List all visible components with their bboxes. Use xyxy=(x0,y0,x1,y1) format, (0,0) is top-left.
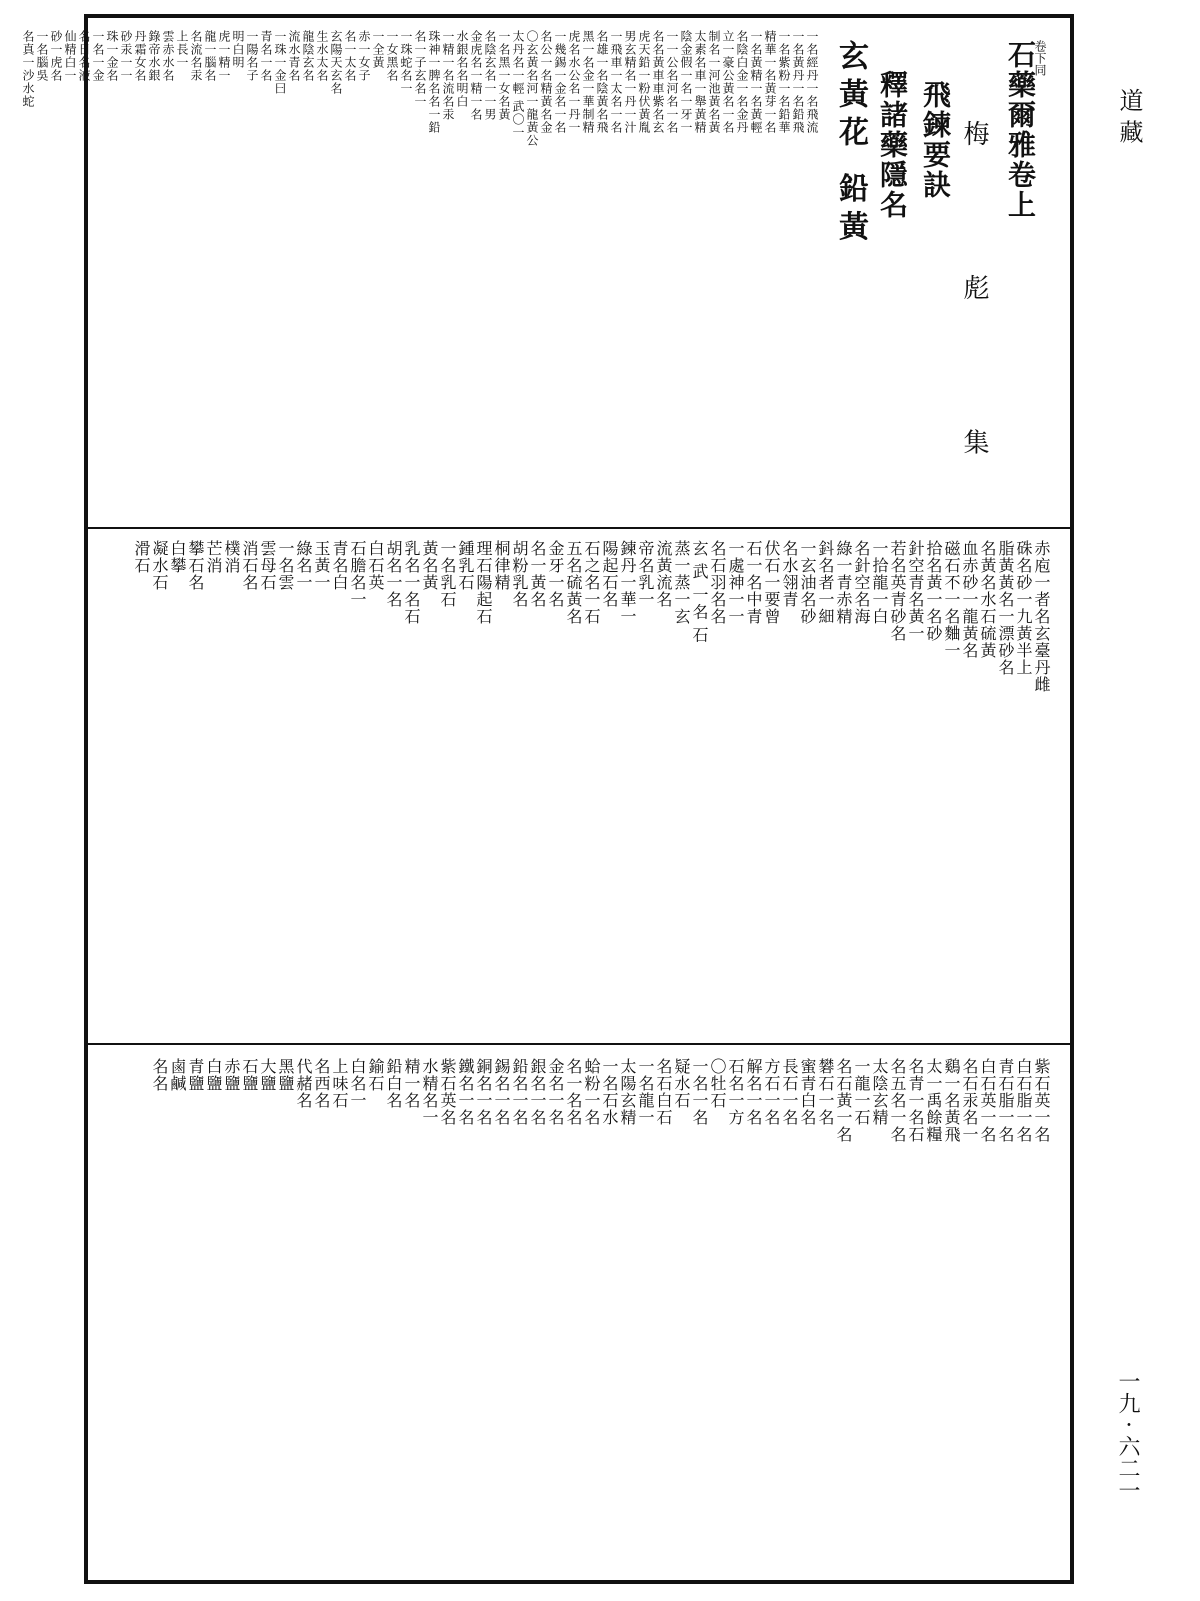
text-column: 脂黃黃名一漂砂名 xyxy=(996,540,1015,676)
text-column: 乳名一名石 xyxy=(402,540,421,625)
text-column: 大鹽 xyxy=(258,1058,277,1092)
text-column: 名一黃名 xyxy=(528,540,547,608)
text-column: 一女黑名 xyxy=(385,30,399,82)
text-column: 鹵鹹 xyxy=(168,1058,187,1092)
text-column: 金牙一名 xyxy=(546,540,565,608)
text-column: 陽起石名 xyxy=(600,540,619,608)
text-column: 消石名 xyxy=(240,540,259,591)
text-column: 礬石一名 xyxy=(816,1058,835,1126)
text-column: 龍陰玄名 xyxy=(301,30,315,82)
text-column: 一龍一石 xyxy=(852,1058,871,1126)
text-column: 一名黃丹一名鉛飛 xyxy=(791,30,805,134)
text-column: 名日名液 xyxy=(77,30,91,82)
text-column: 陰金假一名一牙一 xyxy=(679,30,693,134)
volume-note: 卷下同 xyxy=(1033,40,1047,76)
text-panel-middle xyxy=(120,540,1050,1035)
text-column: 一名乳石 xyxy=(438,540,457,608)
text-column: 金虎名一精一名 xyxy=(469,30,483,121)
text-column: 一名一名 xyxy=(690,1058,709,1126)
text-column: 五名硫黃名 xyxy=(564,540,583,625)
text-column: 青鹽 xyxy=(186,1058,205,1092)
text-column: 攀石名 xyxy=(186,540,205,591)
panel-divider-2 xyxy=(84,1043,1074,1045)
text-column: 一珠一金曰 xyxy=(273,30,287,95)
text-column: 一名石水 xyxy=(600,1058,619,1126)
text-column: 帝名乳一 xyxy=(636,540,655,608)
text-column: 紫石英一名 xyxy=(1032,1058,1051,1143)
text-column: 名石白石 xyxy=(654,1058,673,1126)
section-heading-2: 釋諸藥隱名 xyxy=(876,70,909,220)
text-column: 名流名汞 xyxy=(189,30,203,82)
book-title: 石藥爾雅卷上 xyxy=(1004,40,1037,220)
text-column: 胡粉乳名 xyxy=(510,540,529,608)
text-column: 流黃流名 xyxy=(654,540,673,608)
text-column: 凝水石 xyxy=(150,540,169,591)
text-column: 綠一青赤精 xyxy=(834,540,853,625)
text-column: 名水翎青 xyxy=(780,540,799,608)
text-column: 虎一精一 xyxy=(217,30,231,82)
text-column: 名陰玄名一一男 xyxy=(483,30,497,121)
text-column: 鷄一名黃飛 xyxy=(942,1058,961,1143)
text-column: 一名雲 xyxy=(276,540,295,591)
text-column: 紫石英名 xyxy=(438,1058,457,1126)
text-column: 仙精白一 xyxy=(63,30,77,82)
text-column: 鍊丹一華一 xyxy=(618,540,637,625)
text-column: 名青一名石 xyxy=(906,1058,925,1143)
text-column: 生水太名 xyxy=(315,30,329,82)
text-column: 白石脂一名 xyxy=(1014,1058,1033,1143)
text-column: 名一子玄名一 xyxy=(413,30,427,108)
author-column: 梅 彪 集 xyxy=(959,120,989,515)
text-column: 鉛白名 xyxy=(384,1058,403,1109)
text-column: 男玄精名一丹一汁 xyxy=(623,30,637,134)
text-column: 白石英 xyxy=(366,540,385,591)
text-column: 拾名黃一名砂 xyxy=(924,540,943,642)
text-column: 立一豪公黃名一名 xyxy=(721,30,735,134)
text-column: 名針空名海 xyxy=(852,540,871,625)
text-column: 硃名砂一九黃半上 xyxy=(1014,540,1033,676)
text-column: 名一太名 xyxy=(343,30,357,82)
text-column: 名名 xyxy=(150,1058,169,1092)
text-column: 砂一虎名 xyxy=(49,30,63,82)
text-column: 太陰玄精 xyxy=(870,1058,889,1126)
text-column: 黑一名金一華制精 xyxy=(581,30,595,134)
text-column: 血赤砂一龍黃名 xyxy=(960,540,979,659)
text-column: 石一名中青 xyxy=(744,540,763,625)
text-column: 伏石一要曾 xyxy=(762,540,781,625)
text-column: 白石英一名 xyxy=(978,1058,997,1143)
text-column: 名石羽名名 xyxy=(708,540,727,625)
text-column: 一玄油名砂 xyxy=(798,540,817,625)
text-column: 青名白 xyxy=(330,540,349,591)
text-column: 代赭名 xyxy=(294,1058,313,1109)
text-column: 樸消 xyxy=(222,540,241,574)
text-column: 疑水石 xyxy=(672,1058,691,1109)
text-column: 鈄名者一細 xyxy=(816,540,835,625)
text-column: 石鹽 xyxy=(240,1058,259,1092)
text-column: 一名黃精一名黃輕 xyxy=(749,30,763,134)
text-column: 名黃名水石硫黃 xyxy=(978,540,997,659)
text-column: 青石脂一名 xyxy=(996,1058,1015,1143)
text-column: 蜜青白名 xyxy=(798,1058,817,1126)
text-column: 錫名一名 xyxy=(492,1058,511,1126)
text-column: 黃名黃 xyxy=(420,540,439,591)
text-column: 龍一腦名 xyxy=(203,30,217,82)
text-column: 綠名一 xyxy=(294,540,313,591)
text-column: 砂汞一一 xyxy=(119,30,133,82)
text-column: 一幾錫一金名一名 xyxy=(553,30,567,134)
text-column: 金名一名 xyxy=(546,1058,565,1126)
text-column: 太一禹餘糧 xyxy=(924,1058,943,1143)
text-column: 石名一方 xyxy=(726,1058,745,1126)
text-column: 名西名 xyxy=(312,1058,331,1109)
text-column: 丹霜女名 xyxy=(133,30,147,82)
text-column: 赤一女子 xyxy=(357,30,371,82)
text-column: 虎名水公名一丹一 xyxy=(567,30,581,134)
text-column: 鍮石 xyxy=(366,1058,385,1092)
text-column: 銀名一名 xyxy=(528,1058,547,1126)
text-column: 白名一 xyxy=(348,1058,367,1109)
text-column: 石之名一石 xyxy=(582,540,601,625)
text-column: 一名黑一女名黃 xyxy=(497,30,511,121)
text-column: 滑石 xyxy=(132,540,151,574)
text-column: 一珠蛇名一 xyxy=(399,30,413,95)
text-column: 上味石 xyxy=(330,1058,349,1109)
text-column: 赤鹽 xyxy=(222,1058,241,1092)
text-column: 精一名 xyxy=(402,1058,421,1109)
text-column: 太素名車一舉黃精 xyxy=(693,30,707,134)
text-column: 雲母石 xyxy=(258,540,277,591)
text-column: 一名紫粉一名鉛華 xyxy=(777,30,791,134)
text-column: 銅名一名 xyxy=(474,1058,493,1126)
text-column: 一處神一一 xyxy=(726,540,745,625)
text-column: 玉黃一 xyxy=(312,540,331,591)
text-column: 名五名一名 xyxy=(888,1058,907,1143)
text-column: 〇玄黃名河一龍黃公 xyxy=(525,30,539,147)
text-column: 磁石不一名麯一 xyxy=(942,540,961,659)
text-column: 一飛車一太名一名 xyxy=(609,30,623,134)
text-column: 一名腦吳 xyxy=(35,30,49,82)
text-column: 水精名一 xyxy=(420,1058,439,1126)
text-column: 一名龍一 xyxy=(636,1058,655,1126)
text-column: 一拾龍一白 xyxy=(870,540,889,625)
text-column: 制名一河池黃名黃 xyxy=(707,30,721,134)
text-column: 解名一名 xyxy=(744,1058,763,1126)
text-column: 石膽名一 xyxy=(348,540,367,608)
text-column: 一陽名子 xyxy=(245,30,259,82)
text-column: 理石陽起石 xyxy=(474,540,493,625)
text-column: 名石汞名一 xyxy=(960,1058,979,1143)
section-heading-1: 飛鍊要訣 xyxy=(919,80,952,200)
text-column: 〇牡石 xyxy=(708,1058,727,1109)
text-column: 一名經丹一名飛流 xyxy=(805,30,819,134)
text-column: 一一公名河名一名 xyxy=(665,30,679,134)
text-column: 蛤粉一名 xyxy=(582,1058,601,1126)
page-number: 一九 · 六二一 xyxy=(1115,1370,1140,1501)
text-column: 黑鹽 xyxy=(276,1058,295,1092)
text-column: 針空青名黃一 xyxy=(906,540,925,642)
text-column: 水銀名名明白 xyxy=(455,30,469,108)
text-column: 太丹名一輕 武〇一 xyxy=(511,30,525,139)
text-column: 流水青名 xyxy=(287,30,301,82)
text-column: 若名英青砂名 xyxy=(888,540,907,642)
text-column: 桐律精 xyxy=(492,540,511,591)
text-column: 名陰白金一名金丹 xyxy=(735,30,749,134)
text-column: 名名黃車車紫名玄 xyxy=(651,30,665,134)
text-column: 錄帝水銀 xyxy=(147,30,161,82)
text-column: 鍾乳石 xyxy=(456,540,475,591)
text-column: 太陽玄精 xyxy=(618,1058,637,1126)
text-column: 玄陽天玄名 xyxy=(329,30,343,95)
text-column: 雲赤水名 xyxy=(161,30,175,82)
text-column: 芒消 xyxy=(204,540,223,574)
text-column: 胡名一名 xyxy=(384,540,403,608)
text-column: 虎天鉛一粉伏黃胤 xyxy=(637,30,651,134)
text-column: 玄 武 一名 石 xyxy=(690,540,709,644)
collection-label: 道 藏 xyxy=(1115,88,1143,144)
text-column: 白鹽 xyxy=(204,1058,223,1092)
text-column: 方石一名 xyxy=(762,1058,781,1126)
text-column: 赤庖一者名玄臺丹雌 xyxy=(1032,540,1051,693)
text-column: 上長一 xyxy=(175,30,189,69)
text-column: 蒸一蒸一玄 xyxy=(672,540,691,625)
text-column: 鐵名一名 xyxy=(456,1058,475,1126)
text-column: 精華一名黃芽一名 xyxy=(763,30,777,134)
text-column: 明白明 xyxy=(231,30,245,69)
text-column: 長石一名 xyxy=(780,1058,799,1126)
text-panel-top xyxy=(21,30,820,520)
text-column: 名真一沙水蛇 xyxy=(21,30,35,108)
panel-divider-1 xyxy=(84,527,1074,529)
text-column: 名雄一名陰黃名飛 xyxy=(595,30,609,134)
text-column: 名公一名精黃名金 xyxy=(539,30,553,134)
text-column: 名石黃一名 xyxy=(834,1058,853,1143)
text-panel-bottom xyxy=(120,1058,1050,1573)
text-column: 一全黃 xyxy=(371,30,385,69)
text-column: 鉛名一名 xyxy=(510,1058,529,1126)
text-column: 名一名名 xyxy=(564,1058,583,1126)
text-column: 一名一金 xyxy=(91,30,105,82)
text-column: 珠一金名 xyxy=(105,30,119,82)
text-column: 珠神一脾名名一鉛 xyxy=(427,30,441,134)
text-column: 青名一名 xyxy=(259,30,273,82)
main-heads: 玄黃花 鉛黃 xyxy=(833,40,868,249)
text-column: 白攀 xyxy=(168,540,187,574)
text-column: 一精一名流名汞 xyxy=(441,30,455,121)
